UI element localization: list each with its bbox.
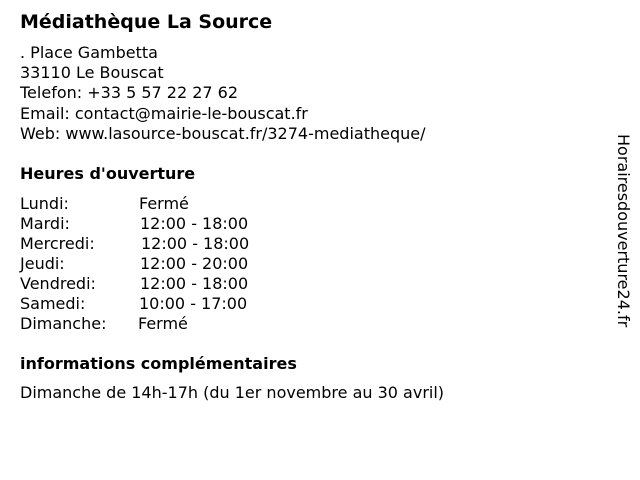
day-label: Jeudi: xyxy=(20,254,65,273)
phone-number: Telefon: +33 5 57 22 27 62 xyxy=(20,83,239,103)
page-title: Médiathèque La Source xyxy=(20,11,273,33)
additional-info-text: Dimanche de 14h-17h (du 1er novembre au 30 avril) xyxy=(20,383,445,402)
email-address: Email: contact@mairie-le-bouscat.fr xyxy=(20,103,308,123)
opening-hours-heading: Heures d'ouverture xyxy=(20,164,196,183)
day-label: Mercredi: xyxy=(20,234,95,253)
day-hours: Fermé xyxy=(139,194,189,213)
additional-info-heading: informations complémentaires xyxy=(20,354,297,373)
day-label: Dimanche: xyxy=(20,314,107,333)
day-label: Samedi: xyxy=(20,294,86,313)
day-hours: 12:00 - 18:00 xyxy=(140,274,249,293)
day-hours: Fermé xyxy=(138,314,188,333)
day-label: Vendredi: xyxy=(20,274,96,293)
day-label: Lundi: xyxy=(20,194,69,213)
website-address: Web: www.lasource-bouscat.fr/3274-mediatheque/ xyxy=(20,123,426,143)
city-address: 33110 Le Bouscat xyxy=(20,63,164,83)
day-label: Mardi: xyxy=(20,214,70,233)
day-hours: 12:00 - 18:00 xyxy=(141,234,250,253)
street-address: . Place Gambetta xyxy=(20,43,158,62)
day-hours: 12:00 - 20:00 xyxy=(140,254,249,273)
address-block xyxy=(20,43,426,144)
site-watermark: Horairesdouverture24.fr xyxy=(614,134,633,328)
day-hours: 10:00 - 17:00 xyxy=(139,294,248,313)
day-hours: 12:00 - 18:00 xyxy=(140,214,249,233)
